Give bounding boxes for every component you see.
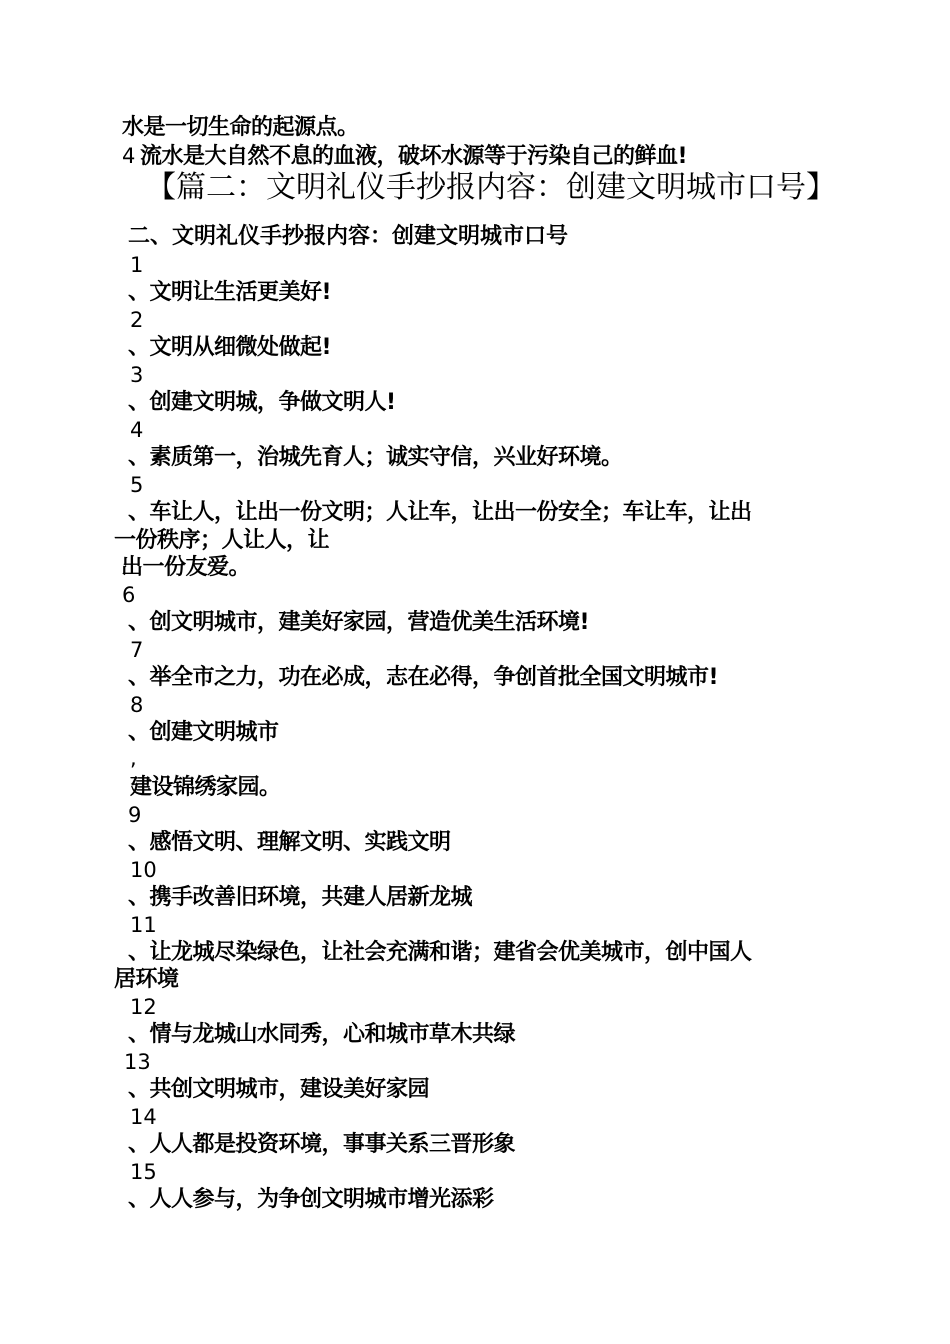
- intro-line-1: 水是一切生命的起源点。: [122, 115, 359, 140]
- slogan-number: 7: [130, 638, 144, 662]
- intro-line-2-number: 4: [122, 144, 136, 168]
- slogan-text: 、车让人，让出一份文明；人让车，让出一份安全；车让车，让出: [128, 500, 752, 525]
- slogan-number: 5: [130, 473, 144, 497]
- slogan-number: 1: [130, 253, 144, 277]
- slogan-number: 2: [130, 308, 144, 332]
- slogan-number: 4: [130, 418, 144, 442]
- slogan-number: 9: [128, 803, 142, 827]
- slogan-number: 8: [130, 693, 144, 717]
- slogan-text-continued: 建设锦绣家园。: [130, 775, 281, 800]
- slogan-text-continued: 一份秩序；人让人，让: [114, 528, 330, 553]
- slogan-text: 、素质第一，治城先育人；诚实守信，兴业好环境。: [128, 445, 623, 470]
- slogan-number: 3: [130, 363, 144, 387]
- slogan-text: 、举全市之力，功在必成，志在必得，争创首批全国文明城市!: [128, 665, 719, 690]
- slogan-text: 、共创文明城市，建设美好家园: [128, 1077, 430, 1102]
- slogan-text: 、人人参与，为争创文明城市增光添彩: [128, 1187, 494, 1212]
- slogan-text: 、情与龙城山水同秀，心和城市草木共绿: [128, 1022, 516, 1047]
- slogan-text: 、创建文明城，争做文明人!: [128, 390, 396, 415]
- slogan-text: 、创文明城市，建美好家园，营造优美生活环境!: [128, 610, 590, 635]
- subheading: 二、文明礼仪手抄报内容：创建文明城市口号: [128, 224, 569, 249]
- slogan-number: 13: [124, 1050, 151, 1074]
- slogan-text: 、创建文明城市: [128, 720, 279, 745]
- slogan-number: 15: [130, 1160, 157, 1184]
- slogan-text: 、文明让生活更美好!: [128, 280, 332, 305]
- section-title: 【篇二：文明礼仪手抄报内容：创建文明城市口号】: [146, 170, 836, 205]
- slogan-text-continued: 居环境: [114, 967, 179, 992]
- slogan-text: 、感悟文明、理解文明、实践文明: [128, 830, 451, 855]
- slogan-text-continued: 出一份友爱。: [121, 555, 251, 580]
- slogan-text: 、携手改善旧环境，共建人居新龙城: [128, 885, 473, 910]
- slogan-number: 10: [130, 858, 157, 882]
- slogan-text: 、文明从细微处做起!: [128, 335, 332, 360]
- slogan-number: 12: [130, 995, 157, 1019]
- slogan-text: 、让龙城尽染绿色，让社会充满和谐；建省会优美城市，创中国人: [128, 940, 752, 965]
- slogan-number: 11: [130, 913, 157, 937]
- intro-line-2-text: 流水是大自然不息的血液，破坏水源等于污染自己的鲜血!: [140, 144, 688, 169]
- slogan-text: 、人人都是投资环境，事事关系三晋形象: [128, 1132, 516, 1157]
- slogan-number: 14: [130, 1105, 157, 1129]
- slogan-comma: ,: [130, 746, 137, 770]
- slogan-number: 6: [122, 583, 136, 607]
